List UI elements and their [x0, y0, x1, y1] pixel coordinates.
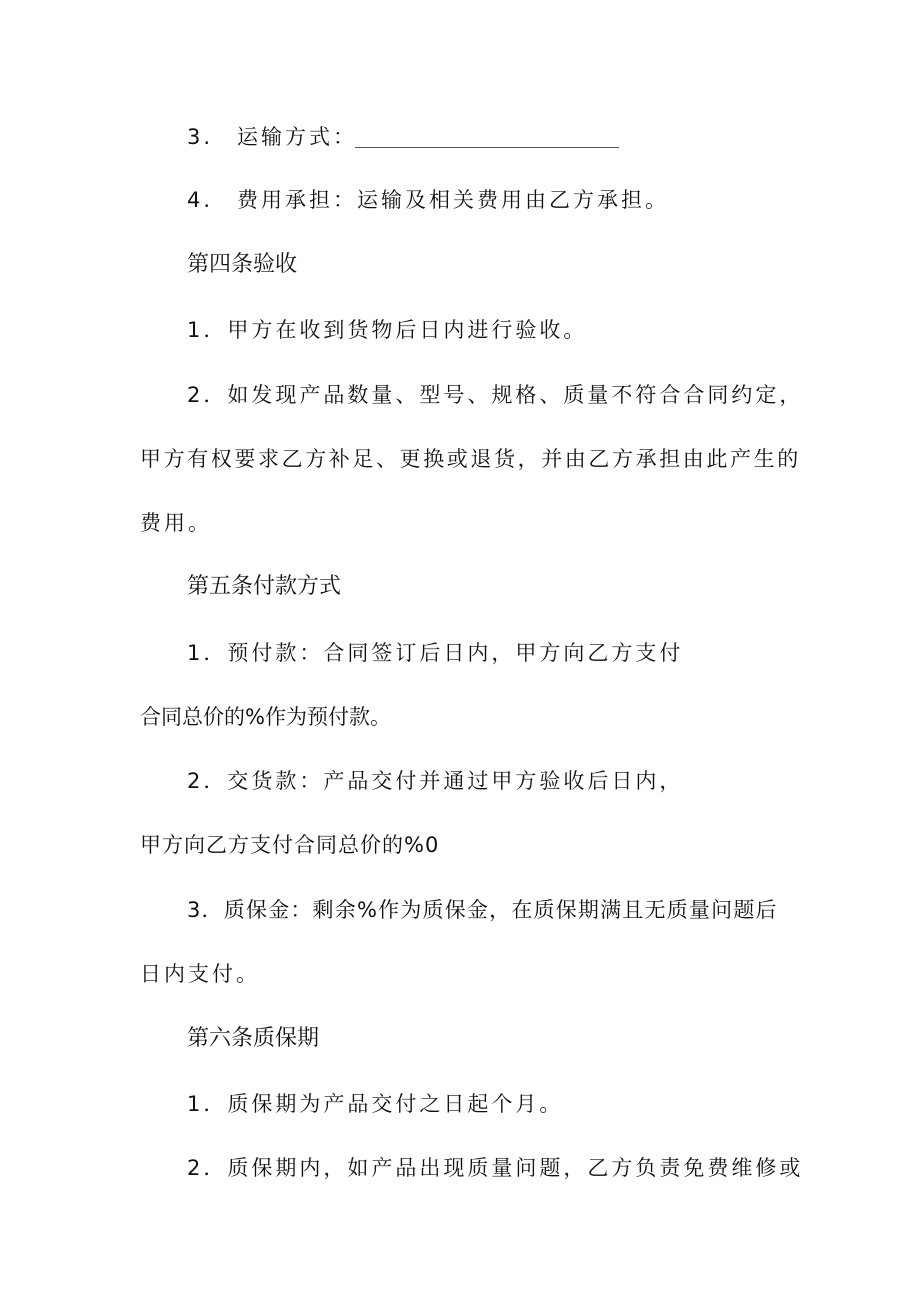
paragraph-line: 甲方有权要求乙方补足、更换或退货，并由乙方承担由此产生的: [140, 447, 801, 471]
paragraph-line: 1．预付款：合同签订后日内，甲方向乙方支付: [187, 641, 684, 665]
paragraph-line: 日内支付。: [140, 962, 260, 986]
paragraph-line: 2．如发现产品数量、型号、规格、质量不符合合同约定，: [187, 383, 804, 407]
item-transport-method: [187, 122, 357, 152]
item-number: 4.: [187, 188, 214, 212]
paragraph-line: 2．质保期内，如产品出现质量问题，乙方负责免费维修或: [187, 1156, 804, 1180]
section-heading-warranty: 第六条质保期: [187, 1026, 320, 1051]
item-text: 费用承担：运输及相关费用由乙方承担。: [237, 188, 669, 212]
item-number: 3.: [187, 125, 214, 149]
item-cost-bearing: [187, 185, 669, 215]
section-heading-payment: 第五条付款方式: [187, 574, 342, 599]
paragraph-line: 甲方向乙方支付合同总价的%0: [140, 833, 440, 857]
item-text: 运输方式：: [237, 125, 357, 149]
section-heading-inspection: 第四条验收: [187, 252, 298, 277]
paragraph-line: 费用。: [140, 511, 212, 535]
paragraph-line: 1．甲方在收到货物后日内进行验收。: [187, 318, 588, 342]
paragraph-line: 2．交货款：产品交付并通过甲方验收后日内，: [187, 769, 684, 793]
paragraph-line: 合同总价的%作为预付款。: [140, 705, 391, 729]
paragraph-line: 3．质保金：剩余%作为质保金，在质保期满且无质量问题后: [187, 898, 778, 922]
blank-fill-line: [355, 147, 619, 148]
paragraph-line: 1．质保期为产品交付之日起个月。: [187, 1092, 564, 1116]
